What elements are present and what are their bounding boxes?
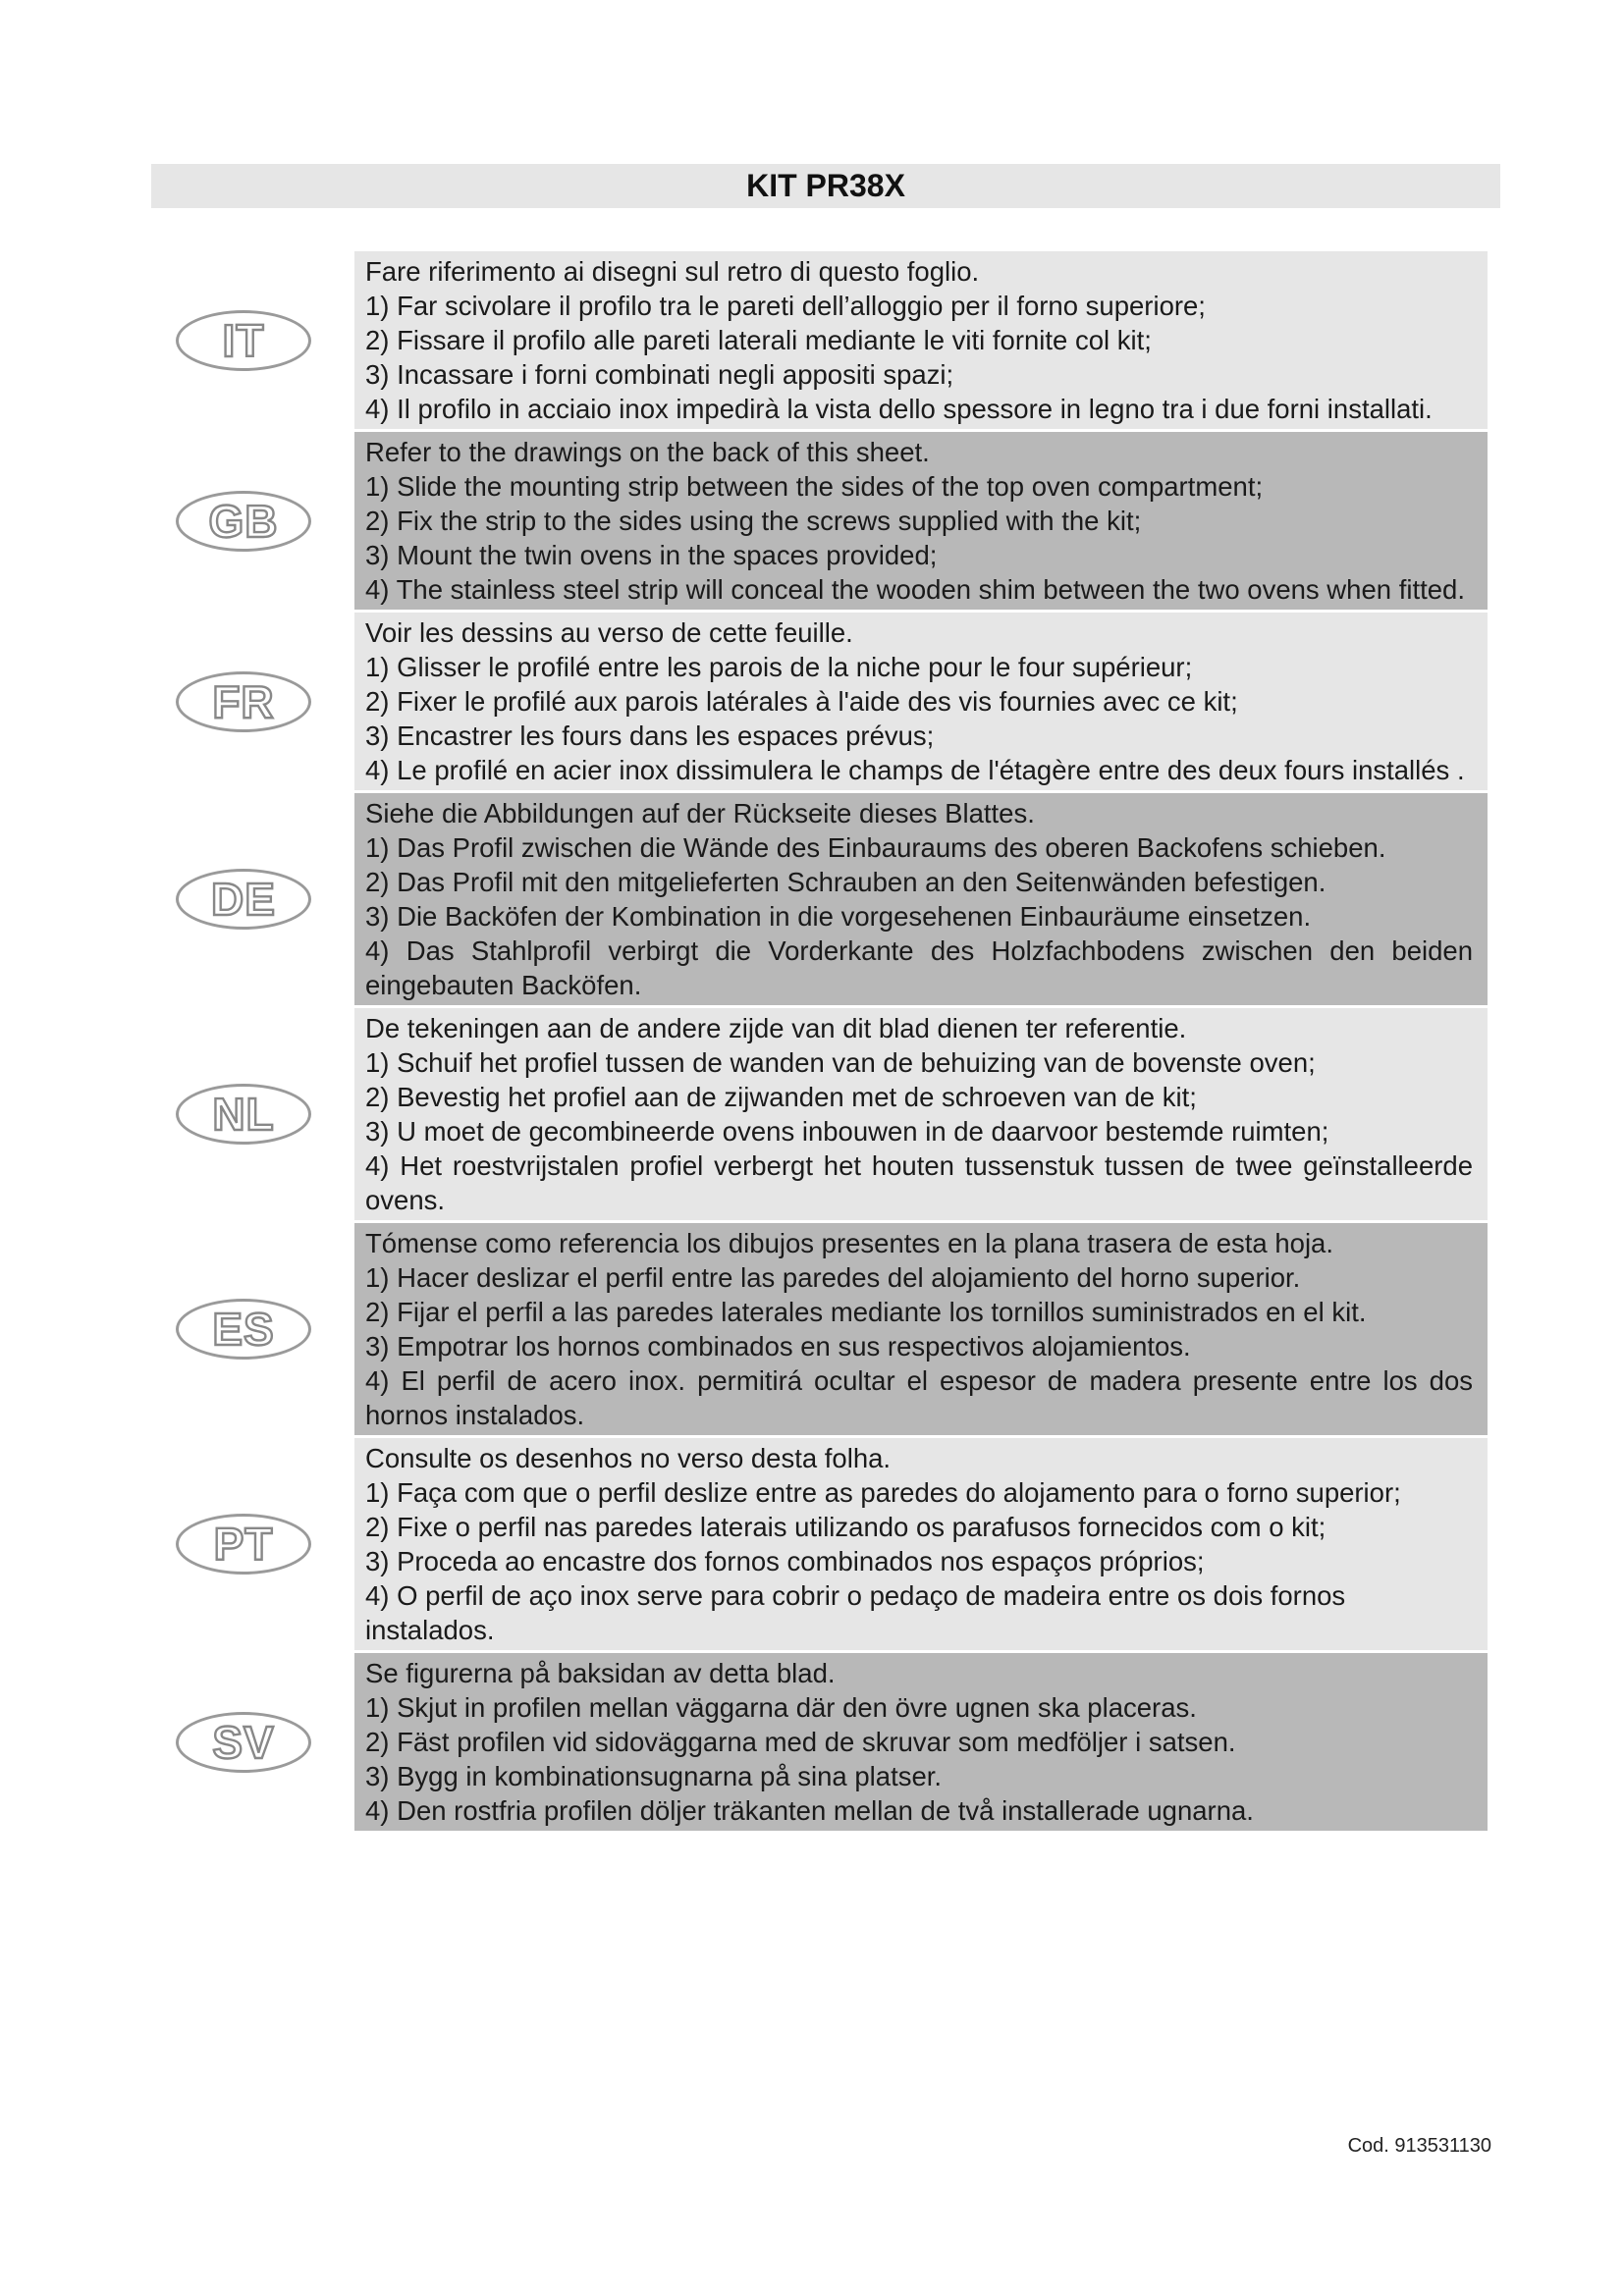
language-badge-sv [176, 1712, 311, 1773]
intro-line: Refer to the drawings on the back of this sheet. [365, 437, 930, 467]
step-2: 2) Fix the strip to the sides using the screws supplied with the kit; [365, 506, 1142, 536]
badge-column [0, 869, 354, 930]
badge-column [0, 1084, 354, 1145]
badge-column [0, 1712, 354, 1773]
step-3: 3) Proceda ao encastre dos fornos combinados nos espaços próprios; [365, 1546, 1205, 1576]
intro-line: Consulte os desenhos no verso desta folha. [365, 1443, 892, 1473]
step-2: 2) Fäst profilen vid sidoväggarna med de skruvar som medföljer i satsen. [365, 1727, 1236, 1757]
section-it [0, 251, 1624, 429]
section-nl [0, 1008, 1624, 1220]
language-code: ES [212, 1304, 275, 1355]
step-3: 3) Incassare i forni combinati negli appositi spazi; [365, 359, 954, 390]
step-4: 4) Il profilo in acciaio inox impedirà la vista dello spessore in legno tra i due forni installati. [365, 394, 1433, 424]
step-2: 2) Fijar el perfil a las paredes laterales mediante los tornillos suministrados en el kit. [365, 1297, 1367, 1327]
language-badge-de [176, 869, 311, 930]
language-badge-it [176, 310, 311, 371]
language-badge-gb [176, 491, 311, 552]
section-pt [0, 1438, 1624, 1650]
badge-column [0, 1299, 354, 1360]
step-1: 1) Far scivolare il profilo tra le pareti dell’alloggio per il forno superiore; [365, 291, 1206, 321]
section-sv [0, 1653, 1624, 1831]
instructions-de [354, 793, 1488, 1005]
intro-line: Fare riferimento ai disegni sul retro di questo foglio. [365, 256, 980, 287]
instructions-sv [354, 1653, 1488, 1831]
step-4: 4) Het roestvrijstalen profiel verbergt het houten tussenstuk tussen de twee geïnstalleerde ovens. [365, 1150, 1473, 1215]
instructions-es [354, 1223, 1488, 1435]
instructions-it [354, 251, 1488, 429]
step-3: 3) U moet de gecombineerde ovens inbouwen in de daarvoor bestemde ruimten; [365, 1116, 1329, 1147]
step-4: 4) O perfil de aço inox serve para cobrir o pedaço de madeira entre os dois fornos instalados. [365, 1580, 1346, 1645]
step-3: 3) Mount the twin ovens in the spaces provided; [365, 540, 938, 570]
step-4: 4) Das Stahlprofil verbirgt die Vorderkante des Holzfachbodens zwischen den beiden eingebauten Backöfen. [365, 935, 1473, 1000]
product-code: Cod. 913531130 [1347, 2135, 1491, 2157]
language-badge-es [176, 1299, 311, 1360]
intro-line: Se figurerna på baksidan av detta blad. [365, 1658, 836, 1688]
step-3: 3) Encastrer les fours dans les espaces prévus; [365, 721, 935, 751]
badge-column [0, 491, 354, 552]
step-1: 1) Glisser le profilé entre les parois de la niche pour le four supérieur; [365, 652, 1193, 682]
step-3: 3) Die Backöfen der Kombination in die vorgesehenen Einbauräume einsetzen. [365, 901, 1312, 932]
instructions-pt [354, 1438, 1488, 1650]
step-1: 1) Das Profil zwischen die Wände des Einbauraums des oberen Backofens schieben. [365, 832, 1386, 863]
instructions-nl [354, 1008, 1488, 1220]
step-4: 4) Le profilé en acier inox dissimulera le champs de l'étagère entre des deux fours installés . [365, 755, 1465, 785]
language-badge-nl [176, 1084, 311, 1145]
badge-column [0, 671, 354, 732]
language-code: FR [212, 675, 275, 727]
intro-line: Tómense como referencia los dibujos presentes en la plana trasera de esta hoja. [365, 1228, 1333, 1258]
section-es [0, 1223, 1624, 1435]
step-2: 2) Fixer le profilé aux parois latérales à l'aide des vis fournies avec ce kit; [365, 686, 1238, 717]
badge-column [0, 1514, 354, 1575]
step-4: 4) El perfil de acero inox. permitirá ocultar el espesor de madera presente entre los dos hornos instalados. [365, 1365, 1473, 1430]
language-code: DE [211, 874, 276, 925]
instructions-fr [354, 613, 1488, 790]
step-2: 2) Das Profil mit den mitgelieferten Schrauben an den Seitenwänden befestigen. [365, 867, 1326, 897]
section-gb [0, 432, 1624, 610]
step-1: 1) Skjut in profilen mellan väggarna där den övre ugnen ska placeras. [365, 1692, 1197, 1723]
instructions-gb [354, 432, 1488, 610]
step-2: 2) Fixe o perfil nas paredes laterais utilizando os parafusos fornecidos com o kit; [365, 1512, 1326, 1542]
intro-line: Siehe die Abbildungen auf der Rückseite dieses Blattes. [365, 798, 1035, 828]
step-2: 2) Bevestig het profiel aan de zijwanden met de schroeven van de kit; [365, 1082, 1197, 1112]
step-3: 3) Bygg in kombinationsugnarna på sina platser. [365, 1761, 943, 1791]
language-code: IT [222, 314, 265, 366]
title-bar [151, 164, 1500, 208]
document-title: KIT PR38X [746, 168, 905, 203]
step-1: 1) Faça com que o perfil deslize entre as paredes do alojamento para o forno superior; [365, 1477, 1401, 1508]
section-fr [0, 613, 1624, 790]
step-4: 4) Den rostfria profilen döljer träkanten mellan de två installerade ugnarna. [365, 1795, 1254, 1826]
language-code: GB [208, 495, 279, 547]
step-1: 1) Hacer deslizar el perfil entre las paredes del alojamiento del horno superior. [365, 1262, 1301, 1293]
section-de [0, 793, 1624, 1005]
language-code: PT [213, 1519, 274, 1570]
step-4: 4) The stainless steel strip will conceal the wooden shim between the two ovens when fitted. [365, 574, 1465, 605]
step-1: 1) Slide the mounting strip between the sides of the top oven compartment; [365, 471, 1264, 502]
step-1: 1) Schuif het profiel tussen de wanden van de behuizing van de bovenste oven; [365, 1047, 1316, 1078]
language-code: NL [212, 1089, 275, 1140]
intro-line: Voir les dessins au verso de cette feuille. [365, 617, 853, 648]
language-badge-fr [176, 671, 311, 732]
step-3: 3) Empotrar los hornos combinados en sus respectivos alojamientos. [365, 1331, 1191, 1362]
language-sections [0, 251, 1624, 1834]
language-badge-pt [176, 1514, 311, 1575]
badge-column [0, 310, 354, 371]
language-code: SV [212, 1716, 275, 1768]
step-2: 2) Fissare il profilo alle pareti laterali mediante le viti fornite col kit; [365, 325, 1152, 355]
intro-line: De tekeningen aan de andere zijde van dit blad dienen ter referentie. [365, 1013, 1187, 1043]
